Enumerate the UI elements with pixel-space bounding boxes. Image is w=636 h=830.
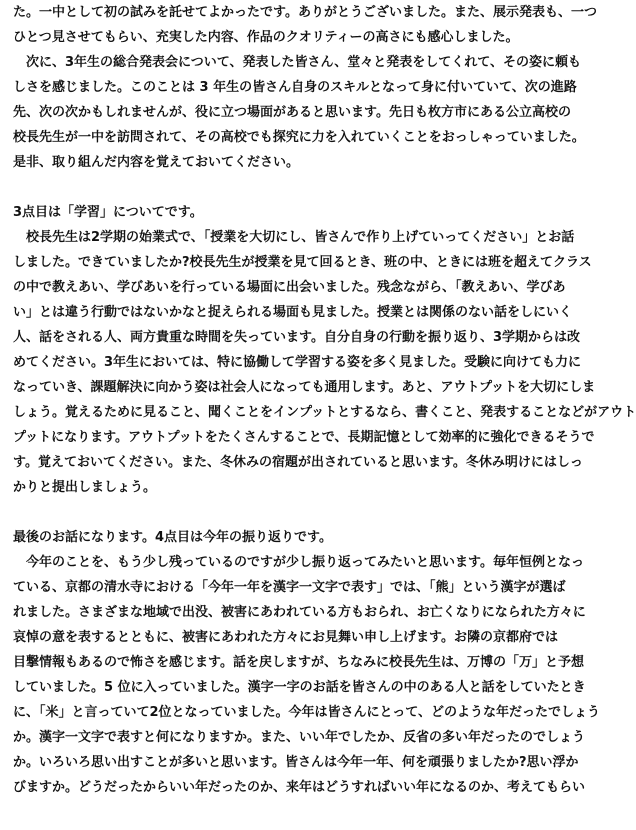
section-heading: 3点目は「学習」についてです。 bbox=[13, 205, 203, 220]
paragraph-spacer bbox=[13, 500, 562, 525]
text-line: しょう。覚えるために見ること、聞くことをインプットとするなら、書くこと、発表することなどがアウト bbox=[13, 405, 636, 420]
text-line: 是非、取り組んだ内容を覚えておいてください。 bbox=[13, 155, 300, 170]
text-line: ひとつ見させてもらい、充実した内容、作品のクオリティーの高さにも感心しました。 bbox=[13, 30, 519, 45]
text-line: しさを感じました。このことは 3 年生の皆さん自身のスキルとなって身に付いていて、次の進路 bbox=[13, 80, 577, 95]
text-line: の中で教えあい、学びあいを行っている場面に出会いました。残念ながら、「教えあい、学びあ bbox=[13, 280, 566, 295]
text-line: 哀悼の意を表するとともに、被害にあわれた方々にお見舞い申し上げます。お隣の京都府では bbox=[13, 630, 558, 645]
text-line: か。いろいろ思い出すことが多いと思います。皆さんは今年一年、何を頑張りましたか?思い浮か bbox=[13, 755, 579, 770]
paragraph-spacer bbox=[13, 175, 562, 200]
text-line: た。一中として初の試みを託せてよかったです。ありがとうございました。また、展示発表も、一つ bbox=[13, 5, 597, 20]
text-line: プットになります。アウトプットをたくさんすることで、長期記憶として効率的に強化できるそうで bbox=[13, 430, 595, 445]
text-line: か。漢字一文字で表すと何になりますか。また、いい年でしたか、反省の多い年だったのでしょう bbox=[13, 730, 586, 745]
text-line: 次に、3年生の総合発表会について、発表した皆さん、堂々と発表をしてくれて、その姿に頼も bbox=[13, 55, 582, 70]
text-line: めてください。3年生においては、特に協働して学習する姿を多く見ました。受験に向けても力に bbox=[13, 355, 582, 370]
section-heading: 最後のお話になります。4点目は今年の振り返りです。 bbox=[13, 530, 332, 545]
text-line: かりと提出しましょう。 bbox=[13, 480, 157, 495]
text-line: 人、話をされる人、両方貴重な時間を失っています。自分自身の行動を振り返り、3学期からは改 bbox=[13, 330, 581, 345]
text-line: 目撃情報もあるので怖さを感じます。話を戻しますが、ちなみに校長先生は、万博の「万」と予想 bbox=[13, 655, 584, 670]
text-line: れました。さまざまな地域で出没、被害にあわれている方もおられ、お亡くなりになられた方々に bbox=[13, 605, 586, 620]
intro-paragraph bbox=[13, 0, 597, 175]
text-line: 校長先生が一中を訪問されて、その高校でも探究に力を入れていくことをおっしゃっていました。 bbox=[13, 130, 585, 145]
text-line: びますか。どうだったからいい年だったのか、来年はどうすればいい年になるのか、考えてもらい bbox=[13, 780, 586, 795]
text-line: 今年のことを、もう少し残っているのですが少し振り返ってみたいと思います。毎年恒例となっ bbox=[13, 555, 584, 570]
review-section bbox=[13, 525, 601, 800]
text-line: しました。できていましたか?校長先生が授業を見て回るとき、班の中、ときには班を超えてクラス bbox=[13, 255, 592, 270]
text-line: 校長先生は2学期の始業式で、「授業を大切にし、皆さんで作り上げていってください」とお話 bbox=[13, 230, 575, 245]
text-line: い」とは違う行動ではないかなと捉えられる場面も見ました。授業とは関係のない話をしにいく bbox=[13, 305, 573, 320]
text-line: す。覚えておいてください。また、冬休みの宿題が出されていると思います。冬休み明けにはしっ bbox=[13, 455, 583, 470]
text-line: 先、次の次かもしれませんが、役に立つ場面があると思います。先日も枚方市にある公立高校の bbox=[13, 105, 571, 120]
text-line: に、「米」と言っていて2位となっていました。今年は皆さんにとって、どのような年だったでしょう bbox=[13, 705, 601, 720]
text-line: なっていき、課題解決に向かう姿は社会人になっても通用します。あと、アウトプットを大切にしま bbox=[13, 380, 596, 395]
text-line: していました。5 位に入っていました。漢字一字のお話を皆さんの中のある人と話をしていたとき bbox=[13, 680, 586, 695]
learning-section bbox=[13, 200, 636, 500]
text-line: ている、京都の清水寺における「今年一年を漢字一文字で表す」では、「熊」という漢字が選ば bbox=[13, 580, 566, 595]
